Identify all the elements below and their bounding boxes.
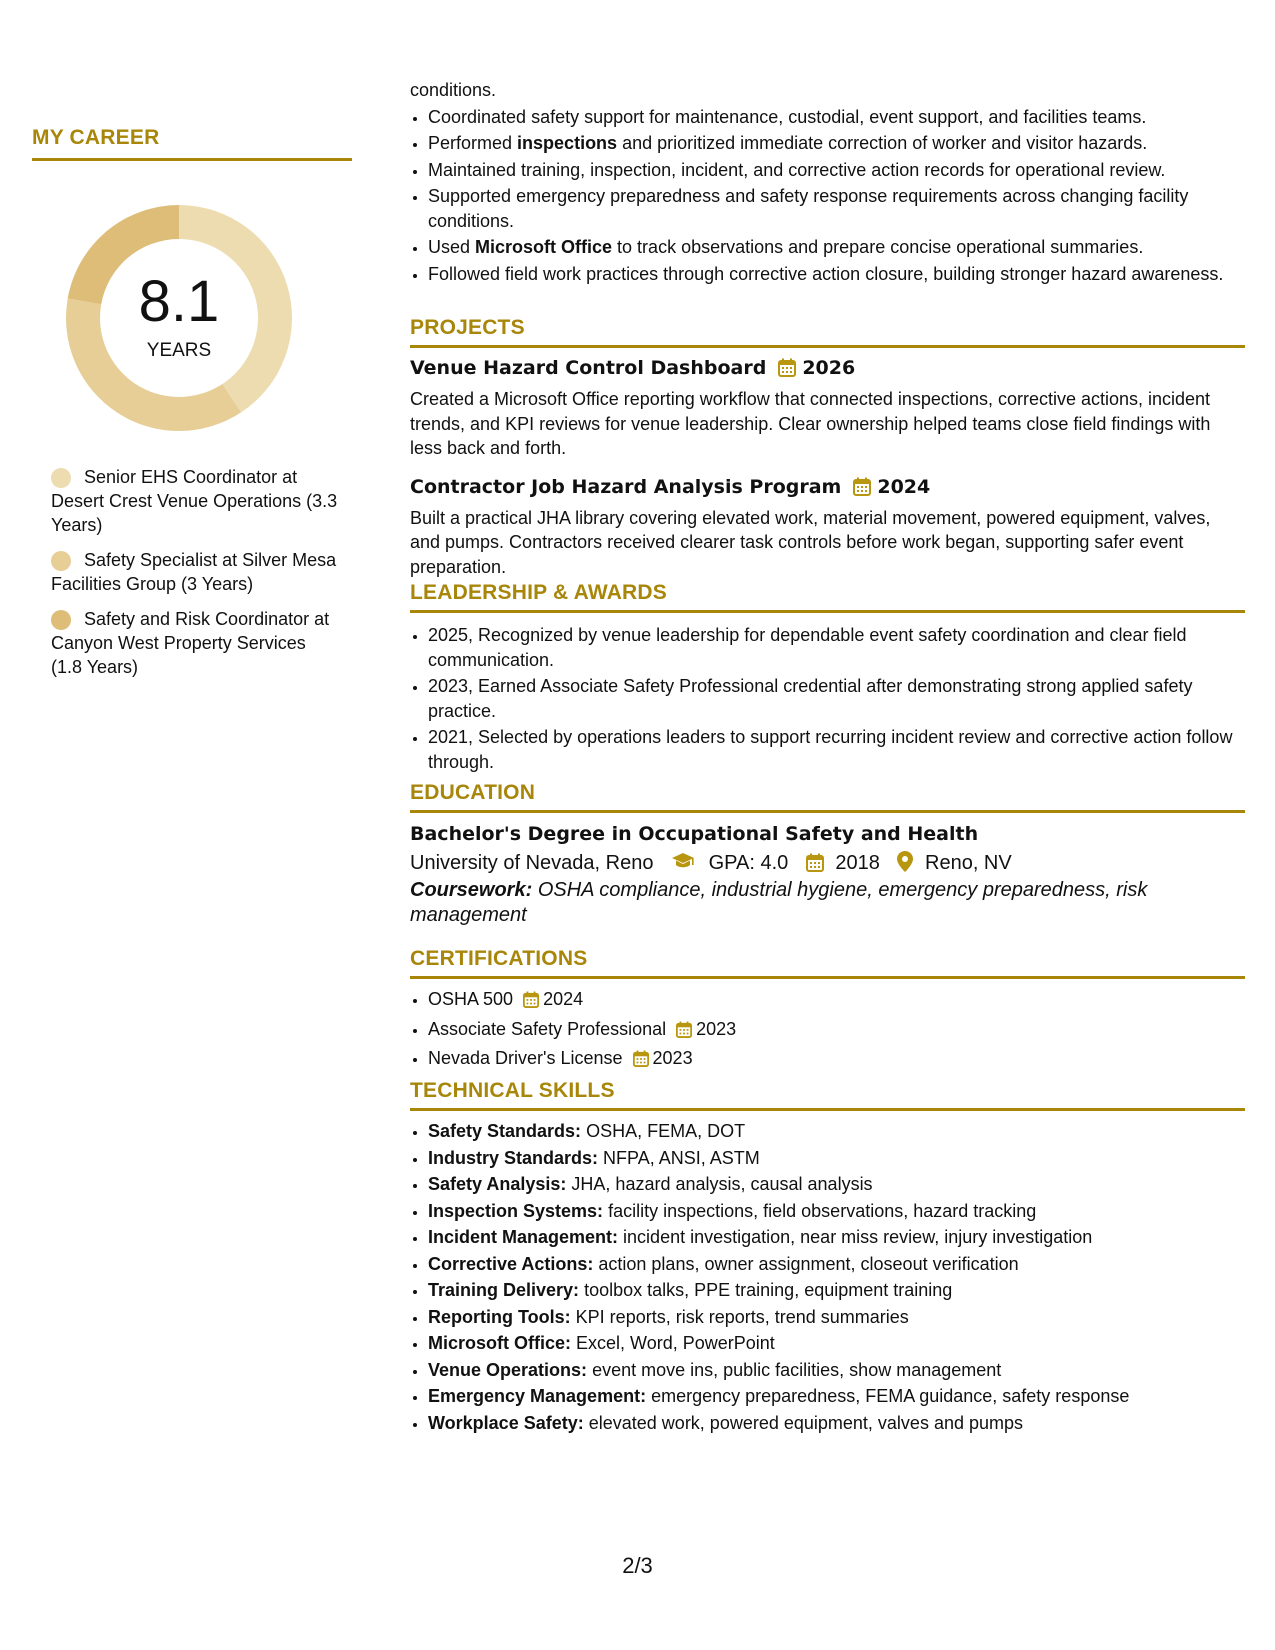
- bullet-text: to track observations and prepare concise operational summaries.: [612, 237, 1144, 257]
- skill-value: elevated work, powered equipment, valves and pumps: [588, 1412, 1023, 1433]
- career-legend-item: [51, 465, 341, 537]
- skill-value: event move ins, public facilities, show management: [592, 1359, 1002, 1380]
- career-total: [66, 205, 292, 431]
- certifications-section: [410, 947, 1245, 1076]
- certification-year: 2023: [696, 1018, 737, 1039]
- skill-item: [428, 1358, 1245, 1383]
- project-description: Built a practical JHA library covering elevated work, material movement, powered equipment, valves, and pumps. Contractors received clearer task controls before work began, supporting safer event preparation.: [410, 507, 1211, 577]
- projects-section: [410, 316, 1245, 579]
- skill-value: action plans, owner assignment, closeout verification: [598, 1253, 1019, 1274]
- legend-dot: [51, 551, 71, 571]
- school-name: University of Nevada, Reno: [410, 852, 654, 874]
- skill-label: Corrective Actions:: [428, 1253, 594, 1274]
- bullet-text: Maintained training, inspection, incident, and corrective action records for operational review.: [428, 159, 1166, 180]
- skill-item: [428, 1172, 1245, 1197]
- bullet-text: Supported emergency preparedness and safety response requirements across changing facility conditions.: [428, 186, 1189, 231]
- skills-section: [410, 1079, 1245, 1437]
- skill-item: [428, 1384, 1245, 1409]
- calendar-icon: [778, 357, 796, 385]
- award-item: • 2023, Earned Associate Safety Professional credential after demonstrating strong applied safety practice.: [428, 674, 1245, 723]
- education-details: [410, 848, 1245, 878]
- skill-label: Safety Analysis:: [428, 1174, 567, 1194]
- skill-label: Training Delivery:: [428, 1280, 580, 1300]
- calendar-icon: [676, 1020, 692, 1045]
- gpa: GPA: 4.0: [708, 852, 789, 874]
- awards-section: [410, 581, 1245, 776]
- career-section-title: MY CAREER: [32, 126, 352, 161]
- projects-list: [410, 354, 1245, 579]
- career-legend-item: [51, 548, 341, 596]
- skill-item: [428, 1119, 1245, 1144]
- skills-title: TECHNICAL SKILLS: [410, 1079, 1245, 1111]
- school-location: Reno, NV: [925, 852, 1012, 874]
- legend-label: Safety and Risk Coordinator at Canyon West Property Services (1.8 Years): [51, 609, 330, 677]
- experience-bullet: [428, 131, 1245, 156]
- skill-label: Workplace Safety:: [428, 1412, 584, 1433]
- graduation-cap-icon: [671, 852, 695, 870]
- certification-item: [428, 1017, 1245, 1045]
- awards-title: LEADERSHIP & AWARDS: [410, 581, 1245, 613]
- experience-continued: [410, 78, 1245, 288]
- bullet-text: and prioritized immediate correction of worker and visitor hazards.: [617, 133, 1148, 153]
- skill-label: Incident Management:: [428, 1227, 619, 1247]
- skill-label: Safety Standards:: [428, 1121, 582, 1141]
- awards-list: [410, 623, 1245, 774]
- coursework: [410, 878, 1245, 928]
- skill-item: [428, 1199, 1245, 1224]
- experience-bullet: [428, 184, 1245, 233]
- skill-value: OSHA, FEMA, DOT: [586, 1121, 746, 1141]
- skill-value: KPI reports, risk reports, trend summaries: [575, 1306, 909, 1327]
- legend-dot: [51, 610, 71, 630]
- projects-title: PROJECTS: [410, 316, 1245, 348]
- education-section: [410, 781, 1245, 928]
- calendar-icon: [853, 476, 871, 504]
- skill-item: [428, 1225, 1245, 1250]
- skill-value: emergency preparedness, FEMA guidance, safety response: [651, 1386, 1130, 1406]
- skill-item: [428, 1305, 1245, 1330]
- legend-dot: [51, 468, 71, 488]
- project-description: Created a Microsoft Office reporting workflow that connected inspections, corrective actions, incident trends, and KPI reviews for venue leadership. Clear ownership helped teams close field findings with less back and forth.: [410, 389, 1211, 458]
- skill-label: Venue Operations:: [428, 1359, 588, 1380]
- bullet-text: Used: [428, 237, 476, 257]
- bullet-text: Followed field work practices through corrective action closure, building stronger hazard awareness.: [428, 263, 1224, 284]
- skill-label: Reporting Tools:: [428, 1306, 571, 1327]
- calendar-icon: [806, 853, 824, 872]
- project-header: [410, 473, 1245, 504]
- skill-label: Industry Standards:: [428, 1147, 599, 1168]
- legend-label: Safety Specialist at Silver Mesa Facilities Group (3 Years): [51, 550, 337, 594]
- coursework-label: Coursework:: [410, 879, 533, 901]
- project-year: 2026: [802, 357, 856, 379]
- coursework-text: OSHA compliance, industrial hygiene, emergency preparedness, risk management: [410, 879, 1148, 926]
- graduation-year: 2018: [835, 852, 880, 874]
- career-legend-item: [51, 607, 341, 679]
- career-total-unit: YEARS: [146, 340, 212, 361]
- skill-item: [428, 1331, 1245, 1356]
- education-title: EDUCATION: [410, 781, 1245, 813]
- experience-bullets: [410, 105, 1245, 287]
- skill-label: Emergency Management:: [428, 1386, 647, 1406]
- project-item: [410, 354, 1245, 461]
- career-total-value: 8.1: [138, 269, 220, 334]
- certification-item: [428, 1046, 1245, 1074]
- experience-bullet: [428, 158, 1245, 183]
- skill-value: JHA, hazard analysis, causal analysis: [571, 1174, 873, 1194]
- bullet-text: Microsoft Office: [475, 237, 613, 257]
- skill-item: [428, 1252, 1245, 1277]
- certification-name: Associate Safety Professional: [428, 1018, 667, 1039]
- calendar-icon: [633, 1049, 649, 1074]
- certification-name: OSHA 500: [428, 989, 514, 1009]
- project-year: 2024: [877, 475, 931, 498]
- degree-title: Bachelor's Degree in Occupational Safety and Health: [410, 823, 979, 845]
- project-name: Venue Hazard Control Dashboard: [410, 357, 767, 379]
- skill-item: [428, 1146, 1245, 1171]
- award-item: • 2025, Recognized by venue leadership for dependable event safety coordination and clear field communication.: [428, 623, 1245, 672]
- award-item: • 2021, Selected by operations leaders to support recurring incident review and corrective action follow through.: [428, 725, 1245, 774]
- skill-value: NFPA, ANSI, ASTM: [603, 1147, 760, 1168]
- skill-value: toolbox talks, PPE training, equipment training: [584, 1280, 953, 1300]
- experience-bullet: [428, 262, 1245, 287]
- project-header: [410, 354, 1245, 385]
- location-pin-icon: [897, 851, 913, 872]
- skill-value: Excel, Word, PowerPoint: [576, 1333, 775, 1353]
- project-name: Contractor Job Hazard Analysis Program: [410, 475, 842, 498]
- certification-item: [428, 987, 1245, 1015]
- skill-item: [428, 1411, 1245, 1436]
- skill-label: Inspection Systems:: [428, 1200, 604, 1221]
- certification-year: 2024: [543, 989, 584, 1009]
- bullet-text: Performed: [428, 133, 518, 153]
- skill-value: incident investigation, near miss review, injury investigation: [623, 1227, 1093, 1247]
- legend-label: Senior EHS Coordinator at Desert Crest Venue Operations (3.3 Years): [51, 467, 338, 535]
- certifications-list: [410, 987, 1245, 1074]
- certification-year: 2023: [652, 1048, 693, 1068]
- skill-item: [428, 1278, 1245, 1303]
- skill-value: facility inspections, field observations, hazard tracking: [608, 1200, 1037, 1221]
- bullet-text: inspections: [517, 133, 618, 153]
- skills-list: [410, 1119, 1245, 1435]
- experience-lead-text: conditions.: [410, 80, 497, 100]
- skill-label: Microsoft Office:: [428, 1333, 572, 1353]
- calendar-icon: [523, 990, 539, 1015]
- certification-name: Nevada Driver's License: [428, 1048, 623, 1068]
- experience-bullet: [428, 105, 1245, 130]
- career-legend: [51, 465, 341, 690]
- certifications-title: CERTIFICATIONS: [410, 947, 1245, 979]
- bullet-text: Coordinated safety support for maintenance, custodial, event support, and facilities teams.: [428, 106, 1147, 127]
- experience-bullet: [428, 235, 1245, 260]
- project-item: [410, 473, 1245, 580]
- page-number: 2/3: [622, 1553, 653, 1578]
